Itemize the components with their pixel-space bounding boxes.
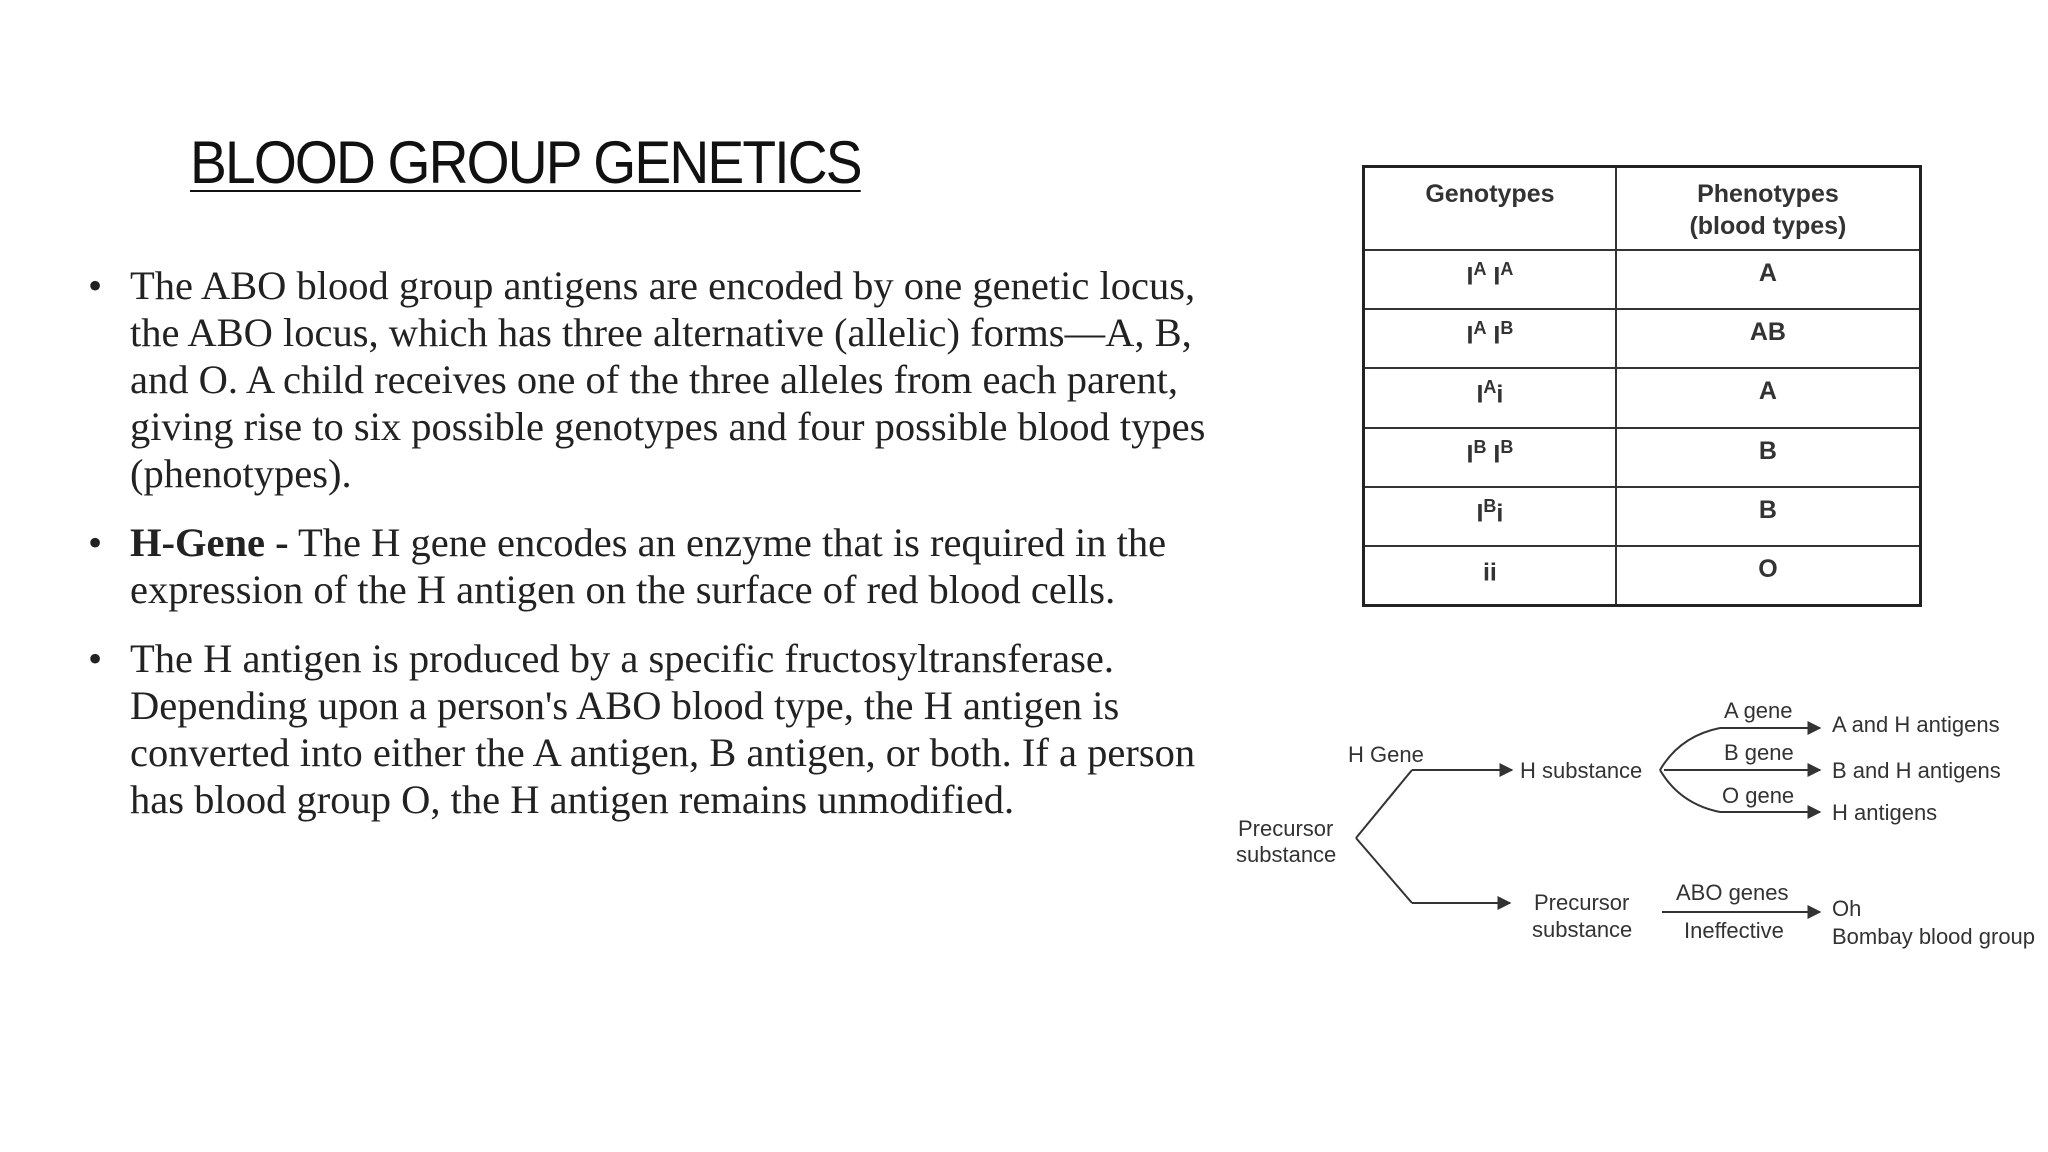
phenotype-cell: A [1616, 368, 1921, 427]
genotype-cell: $I^A$ $I^B$ [1364, 309, 1616, 368]
a-gene-label: A gene [1724, 698, 1793, 723]
bombay-label: Bombay blood group [1832, 924, 2036, 949]
bullet-text: The H antigen is produced by a specific fructosyltransferase. Depending upon a person's ABO blood type, the H antigen is converted into either the A antigen, B antigen, or both. If a person has blood group O, the H antigen remains unmodified. [130, 636, 1196, 822]
genotype-cell: ii [1364, 546, 1616, 606]
genotype-cell: $I^B$ $I^B$ [1364, 428, 1616, 487]
phenotype-cell: O [1616, 546, 1921, 606]
b-gene-label: B gene [1724, 740, 1794, 765]
genotype-cell: $I^Ai$ [1364, 368, 1616, 427]
bullet-text: The H gene encodes an enzyme that is required in the expression of the H antigen on the surface of red blood cells. [130, 520, 1167, 612]
page-title: BLOOD GROUP GENETICS [190, 129, 861, 196]
phenotype-cell: B [1616, 428, 1921, 487]
oh-label: Oh [1832, 896, 1862, 921]
lower-precursor-line2: substance [1532, 917, 1633, 942]
fork-o-line [1660, 770, 1720, 812]
a-result-label: A and H antigens [1832, 712, 2000, 737]
abo-genes-label: ABO genes [1676, 880, 1789, 905]
bullet-dot: • [88, 263, 103, 308]
precursor-label-line1: Precursor [1238, 816, 1334, 841]
phenotypes-header-line1: Phenotypes [1697, 180, 1839, 208]
bullet-bold: H-Gene - [130, 520, 289, 565]
h-substance-label: H substance [1520, 758, 1643, 783]
genotype-cell: $I^Bi$ [1364, 487, 1616, 546]
bullet-dot: • [88, 520, 103, 565]
genotype-cell: $I^A$ $I^A$ [1364, 250, 1616, 309]
phenotypes-header-line2: (blood types) [1689, 212, 1847, 240]
ineffective-label: Ineffective [1684, 918, 1784, 943]
precursor-label-line2: substance [1236, 842, 1337, 867]
o-result-label: H antigens [1832, 800, 1938, 825]
b-result-label: B and H antigens [1832, 758, 2001, 783]
h-gene-label: H Gene [1348, 742, 1424, 767]
bullet-dot: • [88, 636, 103, 681]
o-gene-label: O gene [1722, 783, 1795, 808]
lower-precursor-line1: Precursor [1534, 890, 1630, 915]
phenotype-cell: AB [1616, 309, 1921, 368]
fork-a-line [1660, 728, 1720, 770]
phenotype-cell: B [1616, 487, 1921, 546]
branch-lower-line [1356, 838, 1412, 903]
genotypes-header: Genotypes [1364, 167, 1616, 251]
phenotype-cell: A [1616, 250, 1921, 309]
bullet-text: The ABO blood group antigens are encoded by one genetic locus, the ABO locus, which has three alternative (allelic) forms—A, B, and O. A child receives one of the three alleles from each parent, giving rise to six possible genotypes and four possible blood types (phenotypes). [130, 263, 1206, 496]
branch-upper-line [1356, 770, 1412, 838]
